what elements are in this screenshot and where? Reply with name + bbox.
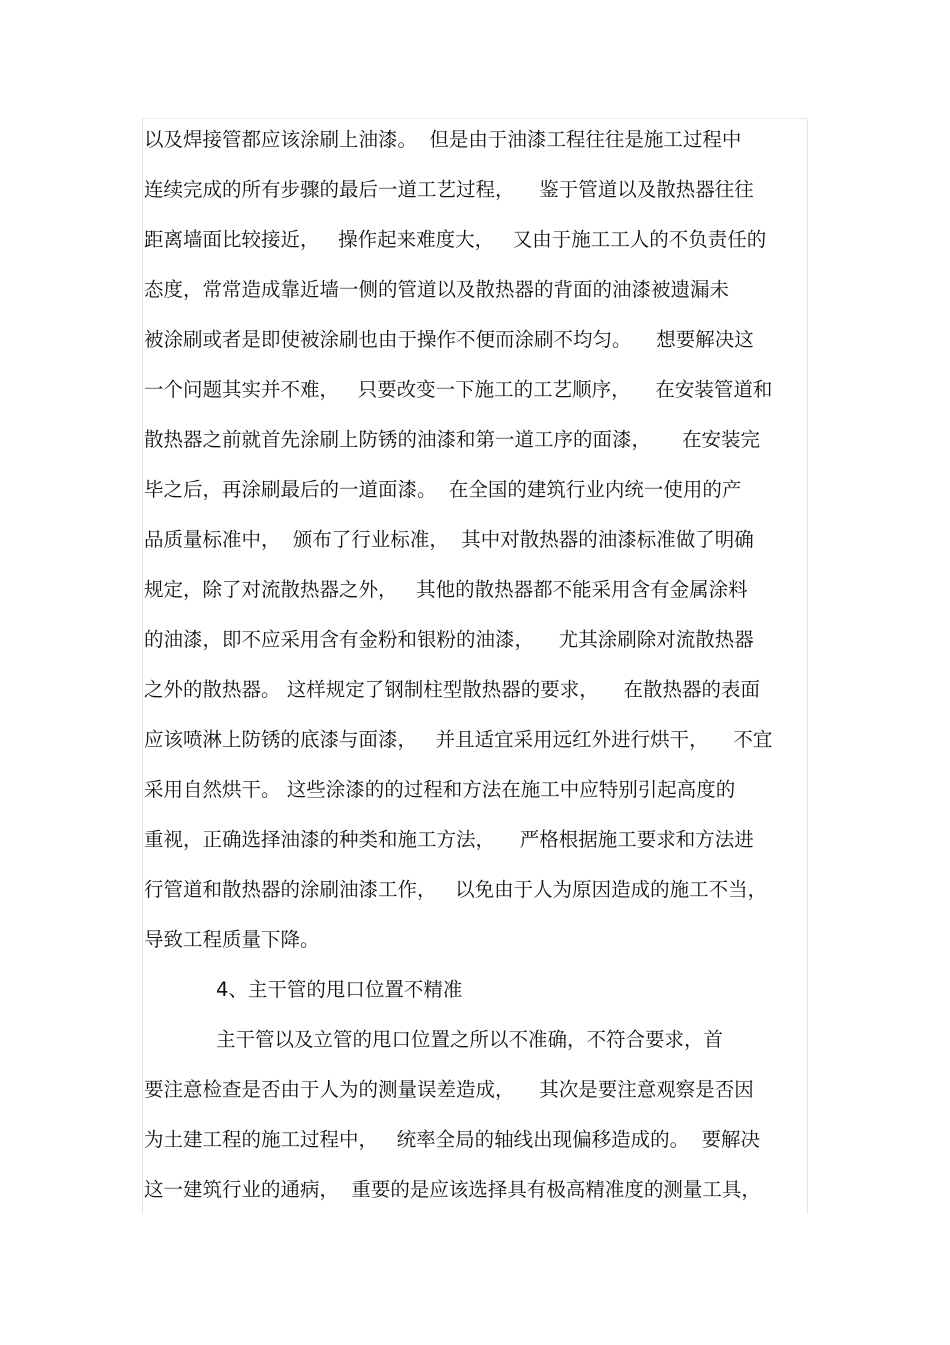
body-text-line: 毕之后，再涂刷最后的一道面漆。 在全国的建筑行业内统一使用的产 — [144, 478, 742, 501]
body-text-line: 距离墙面比较接近， 操作起来难度大， 又由于施工工人的不负责任的 — [144, 228, 767, 251]
section-text-line: 主干管以及立管的甩口位置之所以不准确，不符合要求，首 — [216, 1028, 724, 1051]
body-text-line: 被涂刷或者是即使被涂刷也由于操作不便而涂刷不均匀。 想要解决这 — [144, 328, 754, 351]
body-text-line: 以及焊接管都应该涂刷上油漆。 但是由于油漆工程往往是施工过程中 — [144, 128, 742, 151]
section-heading: 4、主干管的甩口位置不精准 — [216, 978, 463, 1001]
body-text-line: 规定，除了对流散热器之外， 其他的散热器都不能采用含有金属涂料 — [144, 578, 748, 601]
body-text-line: 的油漆，即不应采用含有金粉和银粉的油漆， 尤其涂刷除对流散热器 — [144, 628, 754, 651]
body-text-line: 重视，正确选择油漆的种类和施工方法， 严格根据施工要求和方法进 — [144, 828, 754, 851]
section-text-line: 要注意检查是否由于人为的测量误差造成， 其次是要注意观察是否因 — [144, 1078, 754, 1101]
body-text-line: 之外的散热器。 这样规定了钢制柱型散热器的要求， 在散热器的表面 — [144, 678, 760, 701]
body-text-line: 应该喷淋上防锈的底漆与面漆， 并且适宜采用远红外进行烘干， 不宜 — [144, 728, 773, 751]
body-text-line: 连续完成的所有步骤的最后一道工艺过程， 鉴于管道以及散热器往往 — [144, 178, 754, 201]
body-text-line: 品质量标准中， 颁布了行业标准， 其中对散热器的油漆标准做了明确 — [144, 528, 754, 551]
body-text-line: 采用自然烘干。 这些涂漆的的过程和方法在施工中应特别引起高度的 — [144, 778, 736, 801]
body-text-line: 导致工程质量下降。 — [144, 928, 320, 951]
body-text-line: 行管道和散热器的涂刷油漆工作， 以免由于人为原因造成的施工不当， — [144, 878, 768, 901]
section-text-line: 为土建工程的施工过程中， 统率全局的轴线出现偏移造成的。 要解决 — [144, 1128, 760, 1151]
body-text-line: 散热器之前就首先涂刷上防锈的油漆和第一道工序的面漆， 在安装完 — [144, 428, 760, 451]
body-text-line: 一个问题其实并不难， 只要改变一下施工的工艺顺序， 在安装管道和 — [144, 378, 773, 401]
body-text-line: 态度，常常造成靠近墙一侧的管道以及散热器的背面的油漆被遗漏未 — [144, 278, 730, 301]
section-text-line: 这一建筑行业的通病， 重要的是应该选择具有极高精准度的测量工具， — [144, 1178, 761, 1201]
